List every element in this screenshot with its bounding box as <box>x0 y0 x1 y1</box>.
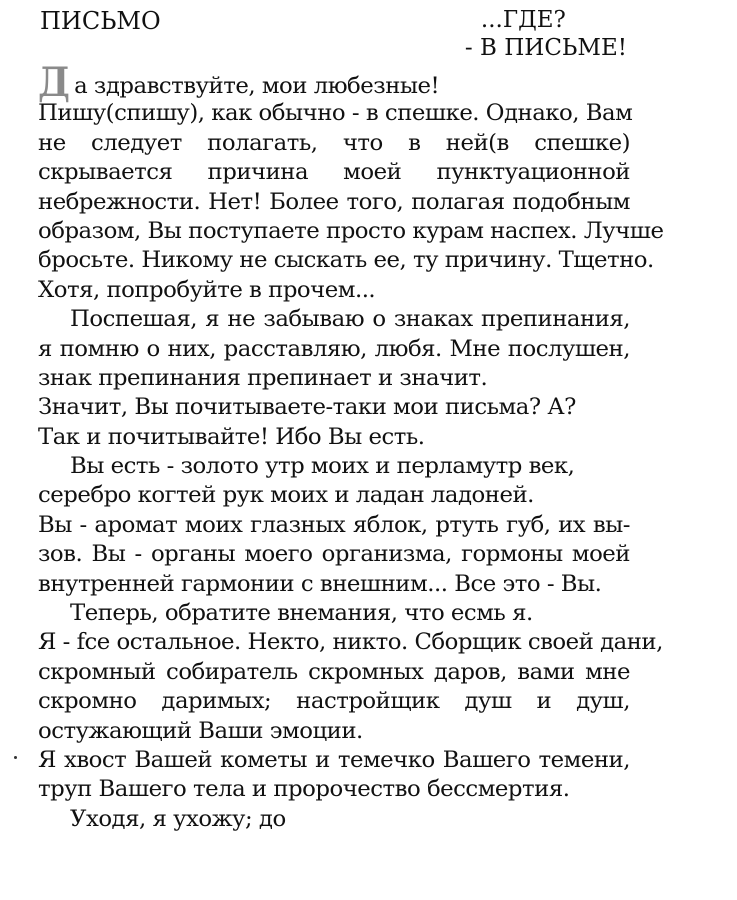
epigraph <box>465 6 627 62</box>
text-line: Значит, Вы почитываете-таки мои письма? А? <box>38 394 576 421</box>
text-line: знак препинания препинает и значит. <box>38 364 488 391</box>
text-line: Хотя, попробуйте в прочем... <box>38 276 376 303</box>
text-line: Я хвост Вашей кометы и темечко Вашего темени, <box>38 746 630 773</box>
text-line: остужающий Ваши эмоции. <box>38 717 363 744</box>
text-line: Уходя, я ухожу; до <box>70 805 286 832</box>
text-line: Так и почитывайте! Ибо Вы есть. <box>38 423 425 450</box>
text-line: бросьте. Никому не сыскать ее, ту причину. Тщетно. <box>38 247 654 274</box>
text-line: внутренней гармонии с внешним... Все это - Вы. <box>38 570 602 597</box>
text-line: небрежности. Нет! Более того, полагая подобным <box>38 188 630 215</box>
text-line: скромно даримых; настройщик душ и душ, <box>38 688 630 715</box>
letter-title: ПИСЬМО <box>40 7 161 35</box>
text-line: серебро когтей рук моих и ладан ладоней. <box>38 482 534 509</box>
text-line: Поспешая, я не забываю о знаках препинания, <box>70 306 630 333</box>
letter-body <box>38 59 664 834</box>
text-line: зов. Вы - органы моего организма, гормоны моей <box>38 541 630 568</box>
epigraph-line-2: - В ПИСЬМЕ! <box>464 35 627 61</box>
epigraph-line-1: ...ГДЕ? <box>480 7 566 33</box>
text-line: не следует полагать, что в ней(в спешке) <box>38 129 630 156</box>
text-line-1-rest: а здравствуйте, мои любезные! <box>74 73 440 99</box>
text-line: Я - fсе остальное. Некто, никто. Сборщик своей дани, <box>38 629 663 656</box>
drop-cap: Д <box>38 59 70 106</box>
text-line: Вы - аромат моих глазных яблок, ртуть губ, их вы- <box>38 511 630 538</box>
text-line: образом, Вы поступаете просто курам наспех. Лучше <box>38 217 664 244</box>
text-line: Вы есть - золото утр моих и перламутр век, <box>70 453 575 480</box>
text-line: Теперь, обратите внемания, что есмь я. <box>70 600 533 627</box>
text-line: скромный собиратель скромных даров, вами мне <box>38 658 630 685</box>
text-line: я помню о них, расставляю, любя. Мне послушен, <box>38 335 630 362</box>
text-line-1 <box>38 59 630 106</box>
text-line: Пишу(спишу), как обычно - в спешке. Однако, Вам <box>38 100 633 127</box>
text-line: скрывается причина моей пунктуационной <box>38 159 630 186</box>
text-line: труп Вашего тела и пророчество бессмертия. <box>38 776 570 803</box>
margin-dot <box>14 756 17 759</box>
